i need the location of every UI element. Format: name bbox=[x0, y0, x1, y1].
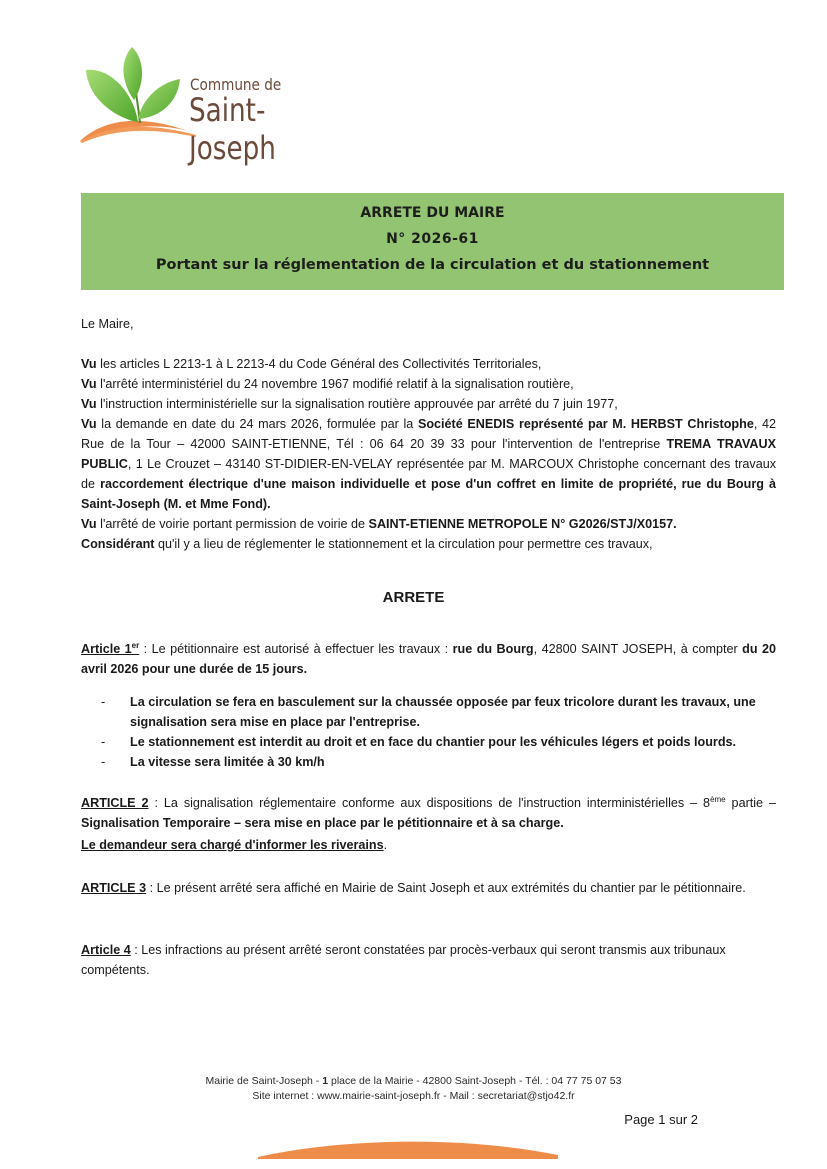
leaf-top bbox=[123, 47, 142, 100]
article-2: ARTICLE 2 : La signalisation réglementaire conforme aux dispositions de l'instruction interministérielles – 8ème partie – Signalisation Temporaire – sera mise en place par le pétitionnaire et à sa charge. bbox=[81, 794, 777, 830]
decree-type: ARRETE DU MAIRE bbox=[360, 205, 505, 221]
article-4-label: Article 4 bbox=[81, 943, 131, 957]
article-3: ARTICLE 3 : Le présent arrêté sera affiché en Mairie de Saint Joseph et aux extrémités du chantier par le pétitionnaire. bbox=[81, 881, 746, 895]
considerant: Considérant qu'il y a lieu de réglementer le stationnement et la circulation pour permettre ces travaux, bbox=[81, 537, 653, 551]
visa-voirie: Vu l'arrêté de voirie portant permission de voirie de SAINT-ETIENNE METROPOLE N° G2026/STJ/X0157. bbox=[81, 517, 677, 531]
decree-subject: Portant sur la réglementation de la circulation et du stationnement bbox=[155, 257, 710, 273]
article-1-measures bbox=[101, 692, 781, 772]
visa-item: Vu l'instruction interministérielle sur la signalisation routière approuvée par arrêté du 7 juin 1977, bbox=[81, 397, 618, 411]
measure-item: - Le stationnement est interdit au droit et en face du chantier pour les véhicules légers et poids lourds. bbox=[101, 735, 737, 749]
visa-item: Vu l'arrêté interministériel du 24 novembre 1967 modifié relatif à la signalisation routière, bbox=[81, 377, 574, 391]
article-1: Article 1er : Le pétitionnaire est autorisé à effectuer les travaux : rue du Bourg, 42800 SAINT JOSEPH, à compter du 20 avril 2026 pour une durée de 15 jours. bbox=[81, 640, 776, 676]
visa-demande: Vu la demande en date du 24 mars 2026, formulée par la Société ENEDIS représenté par M. HERBST Christophe, 42 Rue de la Tour – 42000 SAINT-ETIENNE, Tél : 06 64 20 39 33 pour l'intervention de l'entreprise TREMA TRAVAUX PUBLIC, 1 Le Crouzet – 43140 ST-DIDIER-EN-VELAY représentée par M. MARCOUX Christophe concernant des travaux de raccordement électrique d'une maison individuelle et pose d'un coffret en limite de propriété, rue du Bourg à Saint-Joseph (M. et Mme Fond). bbox=[81, 417, 777, 511]
visas-block bbox=[81, 354, 776, 554]
footer-address: Mairie de Saint-Joseph - 1 place de la Mairie - 42800 Saint-Joseph - Tél. : 04 77 75 07 53 bbox=[205, 1075, 622, 1087]
arrete-heading: ARRETE bbox=[382, 589, 445, 606]
visa-item: Vu les articles L 2213-1 à L 2213-4 du Code Général des Collectivités Territoriales, bbox=[81, 357, 542, 371]
article-3-label: ARTICLE 3 bbox=[81, 881, 147, 895]
logo-subtitle: Commune de bbox=[190, 75, 282, 94]
article-2-note: Le demandeur sera chargé d'informer les riverains. bbox=[81, 838, 388, 852]
page-number: Page 1 sur 2 bbox=[624, 1112, 698, 1127]
footer-contact: Site internet : www.mairie-saint-joseph.fr - Mail : secretariat@stjo42.fr bbox=[252, 1090, 575, 1102]
leaves-logo-icon bbox=[78, 45, 198, 150]
logo-title: Saint-Joseph bbox=[189, 91, 276, 167]
leaf-right bbox=[138, 79, 180, 119]
salutation: Le Maire, bbox=[81, 317, 134, 331]
footer-swoosh-icon bbox=[258, 1133, 558, 1161]
title-band bbox=[81, 193, 784, 290]
decree-number: N° 2026-61 bbox=[386, 231, 479, 247]
measure-item: - La circulation se fera en basculement sur la chaussée opposée par feux tricolore durant les travaux, une signalisation sera mise en place par l'entreprise. bbox=[101, 695, 756, 729]
article-4: Article 4 : Les infractions au présent arrêté seront constatées par procès-verbaux qui seront transmis aux tribunaux compétents. bbox=[81, 943, 726, 977]
commune-logo bbox=[78, 45, 378, 167]
measure-item: - La vitesse sera limitée à 30 km/h bbox=[101, 755, 325, 769]
article-1-label: Article 1 bbox=[81, 642, 132, 656]
article-2-label: ARTICLE 2 bbox=[81, 796, 149, 810]
